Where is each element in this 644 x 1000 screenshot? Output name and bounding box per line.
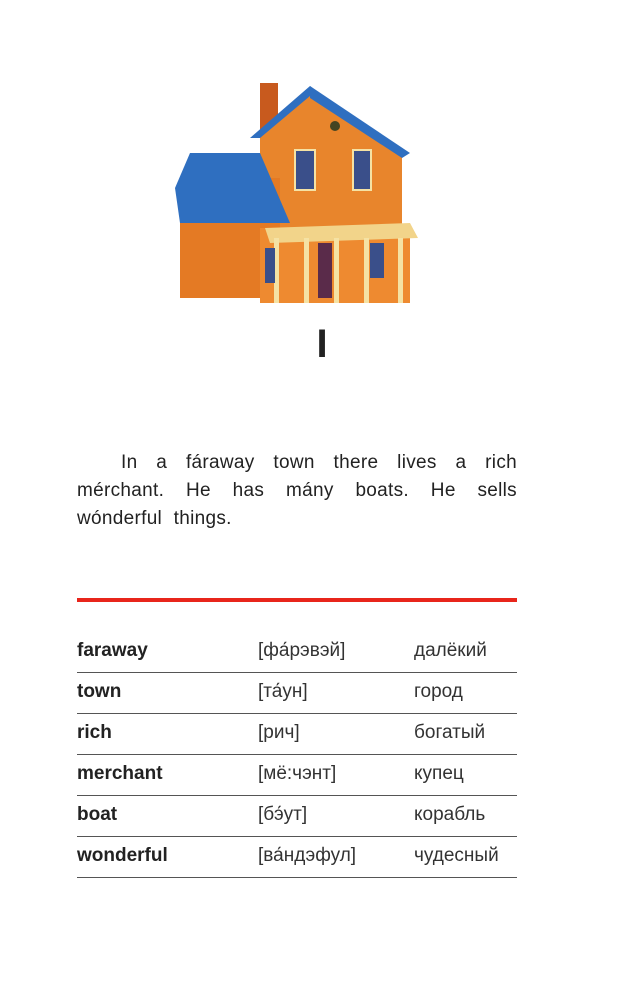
divider-red	[77, 598, 517, 602]
transcription: [мё:чэнт]	[258, 763, 337, 784]
word: town	[77, 681, 122, 702]
translation: город	[414, 681, 463, 702]
word: faraway	[77, 640, 148, 661]
story-text: In a fáraway town there lives a rich mérchant. He has mány boats. He sells wónderful things.	[77, 452, 517, 529]
word: rich	[77, 722, 112, 743]
word: boat	[77, 804, 118, 825]
chapter-number: I	[316, 322, 328, 366]
table-row	[77, 837, 517, 878]
house-illustration	[170, 78, 422, 308]
transcription: [рич]	[258, 722, 300, 743]
word: merchant	[77, 763, 163, 784]
table-row	[77, 632, 517, 673]
translation: купец	[414, 763, 464, 784]
translation: богатый	[414, 722, 486, 743]
story-paragraph	[77, 449, 517, 533]
table-row	[77, 796, 517, 837]
table-row	[77, 714, 517, 755]
word: wonderful	[77, 845, 168, 866]
transcription: [бэ́ут]	[258, 804, 308, 825]
vocabulary-table	[77, 632, 517, 878]
translation: чудесный	[414, 845, 499, 866]
translation: корабль	[414, 804, 486, 825]
translation: далёкий	[414, 640, 487, 661]
transcription: [фа́рэвэй]	[258, 640, 346, 661]
table-row	[77, 755, 517, 796]
table-row	[77, 673, 517, 714]
transcription: [та́ун]	[258, 681, 308, 702]
transcription: [ва́ндэфул]	[258, 845, 357, 866]
